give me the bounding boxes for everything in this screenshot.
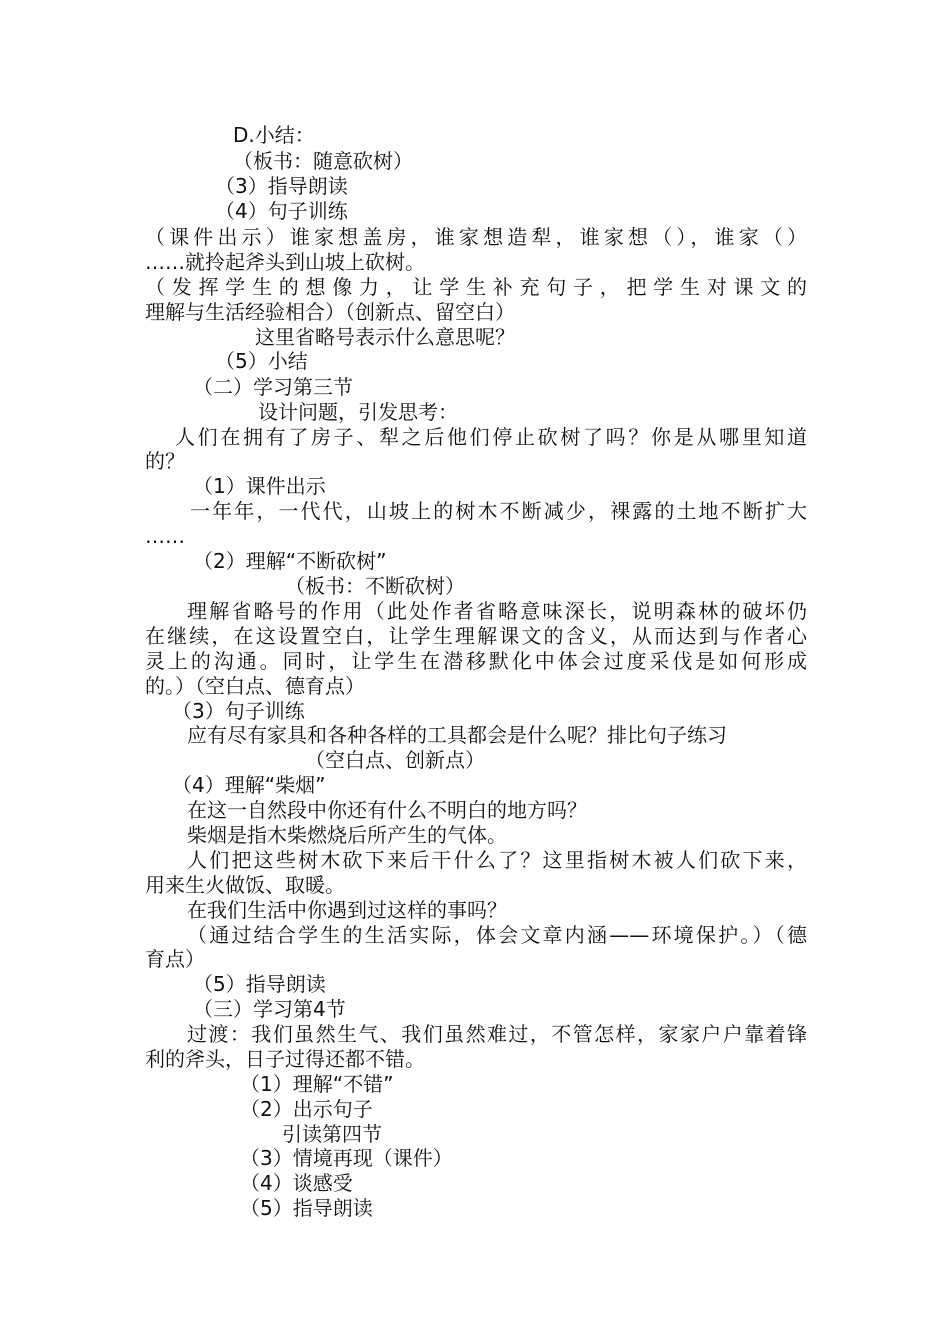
text-line: 利的斧头，日子过得还都不错。 <box>145 1047 425 1071</box>
text-line: 设计问题，引发思考： <box>258 400 458 424</box>
text-line: （5）指导朗读 <box>193 972 326 996</box>
text-line: （板书：随意砍树） <box>233 149 413 173</box>
text-line: 应有尽有家具和各种各样的工具都会是什么呢？排比句子练习 <box>187 723 727 747</box>
text-line: （发挥学生的想像力，让学生补充句子，把学生对课文的 <box>145 275 807 299</box>
text-line: （1）课件出示 <box>193 474 326 498</box>
text-line: 的？ <box>145 449 185 473</box>
text-line: （4）谈感受 <box>240 1171 353 1195</box>
text-line: D.小结： <box>233 123 315 147</box>
text-line: 人们在拥有了房子、犁之后他们停止砍树了吗？你是从哪里知道 <box>175 425 807 449</box>
text-line: 在这一自然段中你还有什么不明白的地方吗？ <box>187 798 587 822</box>
text-line: 在继续，在这设置空白，让学生理解课文的含义，从而达到与作者心 <box>145 624 807 648</box>
text-line: 理解与生活经验相合）（创新点、留空白） <box>145 300 515 324</box>
text-line: 灵上的沟通。同时，让学生在潜移默化中体会过度采伐是如何形成 <box>145 649 807 673</box>
text-line: （通过结合学生的生活实际，体会文章内涵——环境保护。）（德 <box>187 923 807 947</box>
text-line: （4）理解“柴烟” <box>172 773 326 797</box>
text-line: （2）理解“不断砍树” <box>193 549 387 573</box>
text-line: 理解省略号的作用（此处作者省略意味深长，说明森林的破坏仍 <box>187 599 807 623</box>
text-line: （板书：不断砍树） <box>285 574 465 598</box>
text-line: （2）出示句子 <box>240 1097 373 1121</box>
text-line: 用来生火做饭、取暖。 <box>145 873 345 897</box>
text-line: （5）指导朗读 <box>240 1196 373 1220</box>
text-line: 这里省略号表示什么意思呢？ <box>255 325 515 349</box>
text-line: （空白点、创新点） <box>305 748 485 772</box>
text-line: （1）理解“不错” <box>240 1072 394 1096</box>
text-line: （4）句子训练 <box>215 199 348 223</box>
text-line: （二）学习第三节 <box>193 375 353 399</box>
text-line: ……就拎起斧头到山坡上砍树。 <box>145 250 425 274</box>
text-line: 引读第四节 <box>282 1122 382 1146</box>
text-line: （3）指导朗读 <box>215 174 348 198</box>
text-line: 柴烟是指木柴燃烧后所产生的气体。 <box>187 823 507 847</box>
text-line: （3）句子训练 <box>172 699 305 723</box>
text-line: 过渡：我们虽然生气、我们虽然难过，不管怎样，家家户户靠着锋 <box>187 1022 807 1046</box>
text-line: （课件出示）谁家想盖房，谁家想造犁，谁家想（），谁家（） <box>145 225 807 249</box>
text-line: （三）学习第4节 <box>193 997 346 1021</box>
text-line: 在我们生活中你遇到过这样的事吗？ <box>187 898 507 922</box>
text-line: 人们把这些树木砍下来后干什么了？这里指树木被人们砍下来， <box>187 848 807 872</box>
text-line: （3）情境再现（课件） <box>240 1146 453 1170</box>
text-line: 育点） <box>145 947 205 971</box>
text-line: 一年年，一代代，山坡上的树木不断减少，裸露的土地不断扩大 <box>190 499 807 523</box>
text-line: …… <box>145 524 185 548</box>
text-line: （5）小结 <box>215 349 308 373</box>
text-line: 的。）（空白点、德育点） <box>145 674 365 698</box>
